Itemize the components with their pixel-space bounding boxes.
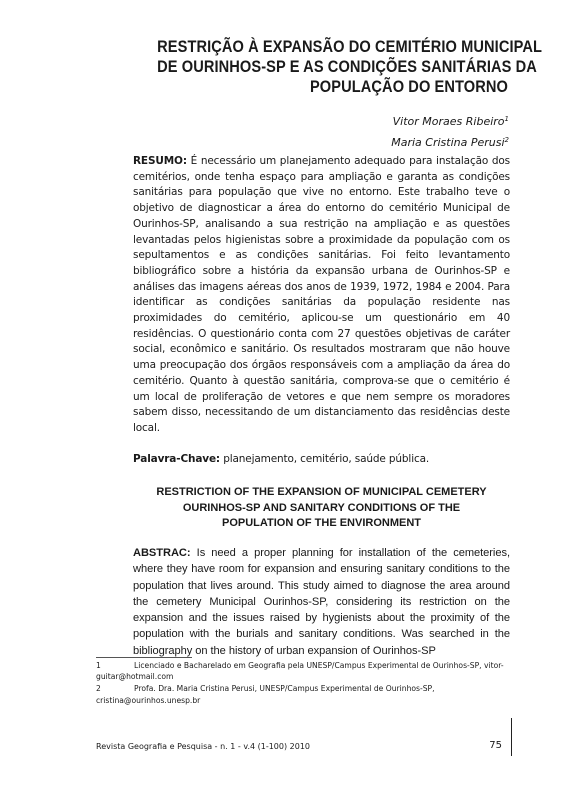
footnote-text: Licenciado e Bacharelado em Geografia pela UNESP/Campus Experimental de Ourinhos-SP, vitor-guitar@hotmail.com [96,661,504,682]
keywords-text: planejamento, cemitério, saúde pública. [223,453,430,465]
resumo-label: RESUMO: [133,155,187,167]
abstract-text: Is need a proper planning for installation of the cemeteries, where they have room for expansion and ensuring sanitary conditions to the population that lives around. This study aimed to diagnose the area around the cemetery Municipal Ourinhos-SP, considering its restriction on the expansion and the issues raised by hygienists about the proximity of the population with the burials and sanitary conditions. Was searched in the bibliography on the history of urban expansion of Ourinhos-SP [133,547,510,657]
resumo-paragraph [133,154,510,437]
footnote-number: 1 [96,661,101,670]
english-title [133,485,510,532]
english-title-line: OURINHOS-SP AND SANITARY CONDITIONS OF THE [182,501,461,514]
page-number: 75 [489,740,502,751]
author [391,131,509,152]
article-title [157,37,543,97]
author-list [391,110,509,152]
footnote-number: 2 [96,684,101,694]
english-title-line: POPULATION OF THE ENVIRONMENT [221,517,422,529]
article-title-line: RESTRIÇÃO À EXPANSÃO DO CEMITÉRIO MUNICIPAL [157,37,543,56]
footnote-divider [96,657,192,658]
author-name: Vitor Moraes Ribeiro [392,115,505,128]
author [391,110,509,131]
english-title-line: RESTRICTION OF THE EXPANSION OF MUNICIPAL CEMETERY [156,486,487,498]
article-title-line: POPULAÇÃO DO ENTORNO [309,77,508,96]
abstract-label: ABSTRAC: [133,547,191,559]
footnote [96,660,510,682]
footnote-text: Profa. Dra. Maria Cristina Perusi, UNESP/Campus Experimental de Ourinhos-SP, cristina@ourinhos.unesp.br [96,684,435,705]
resumo-text: É necessário um planejamento adequado para instalação dos cemitérios, onde tenha espaço para ampliação e garanta as condições sanitárias para população que vive no entorno. Este trabalho teve o objetivo de diagnosticar a área do entorno do cemitério Municipal de Ourinhos-SP, analisando a sua restrição na ampliação e as questões levantadas pelos higienistas sobre a proximidade da população com os sepultamentos e as condições sanitárias. Foi feito levantamento bibliográfico sobre a história da expansão urbana de Ourinhos-SP e análises das imagens aéreas dos anos de 1939, 1972, 1984 e 2004. Para identificar as condições sanitárias da população residente nas proximidades do cemitério, aplicou-se um questionário em 40 residências. O questionário conta com 27 questões objetivas de caráter social, econômico e sanitário. Os resultados mostraram que não houve uma preocupação dos órgãos responsáveis com a ampliação da área do cemitério. Quanto à questão sanitária, comprova-se que o cemitério é um local de proliferação de vetores e que nem sempre os moradores sabem disso, necessitando de um distanciamento das residências deste local. [133,155,510,434]
footnote [96,683,510,705]
footer-vertical-rule [511,718,512,756]
author-footnote-marker: 2 [504,136,509,144]
article-title-line: DE OURINHOS-SP E AS CONDIÇÕES SANITÁRIAS DA [157,57,537,76]
author-footnote-marker: 1 [504,115,509,123]
footnotes [96,660,510,706]
keywords-label: Palavra-Chave: [133,453,220,465]
keywords-paragraph [133,452,510,468]
abstract-paragraph [133,545,510,659]
author-name: Maria Cristina Perusi [391,136,505,149]
journal-citation: Revista Geografia e Pesquisa - n. 1 - v.4 (1-100) 2010 [96,742,311,751]
